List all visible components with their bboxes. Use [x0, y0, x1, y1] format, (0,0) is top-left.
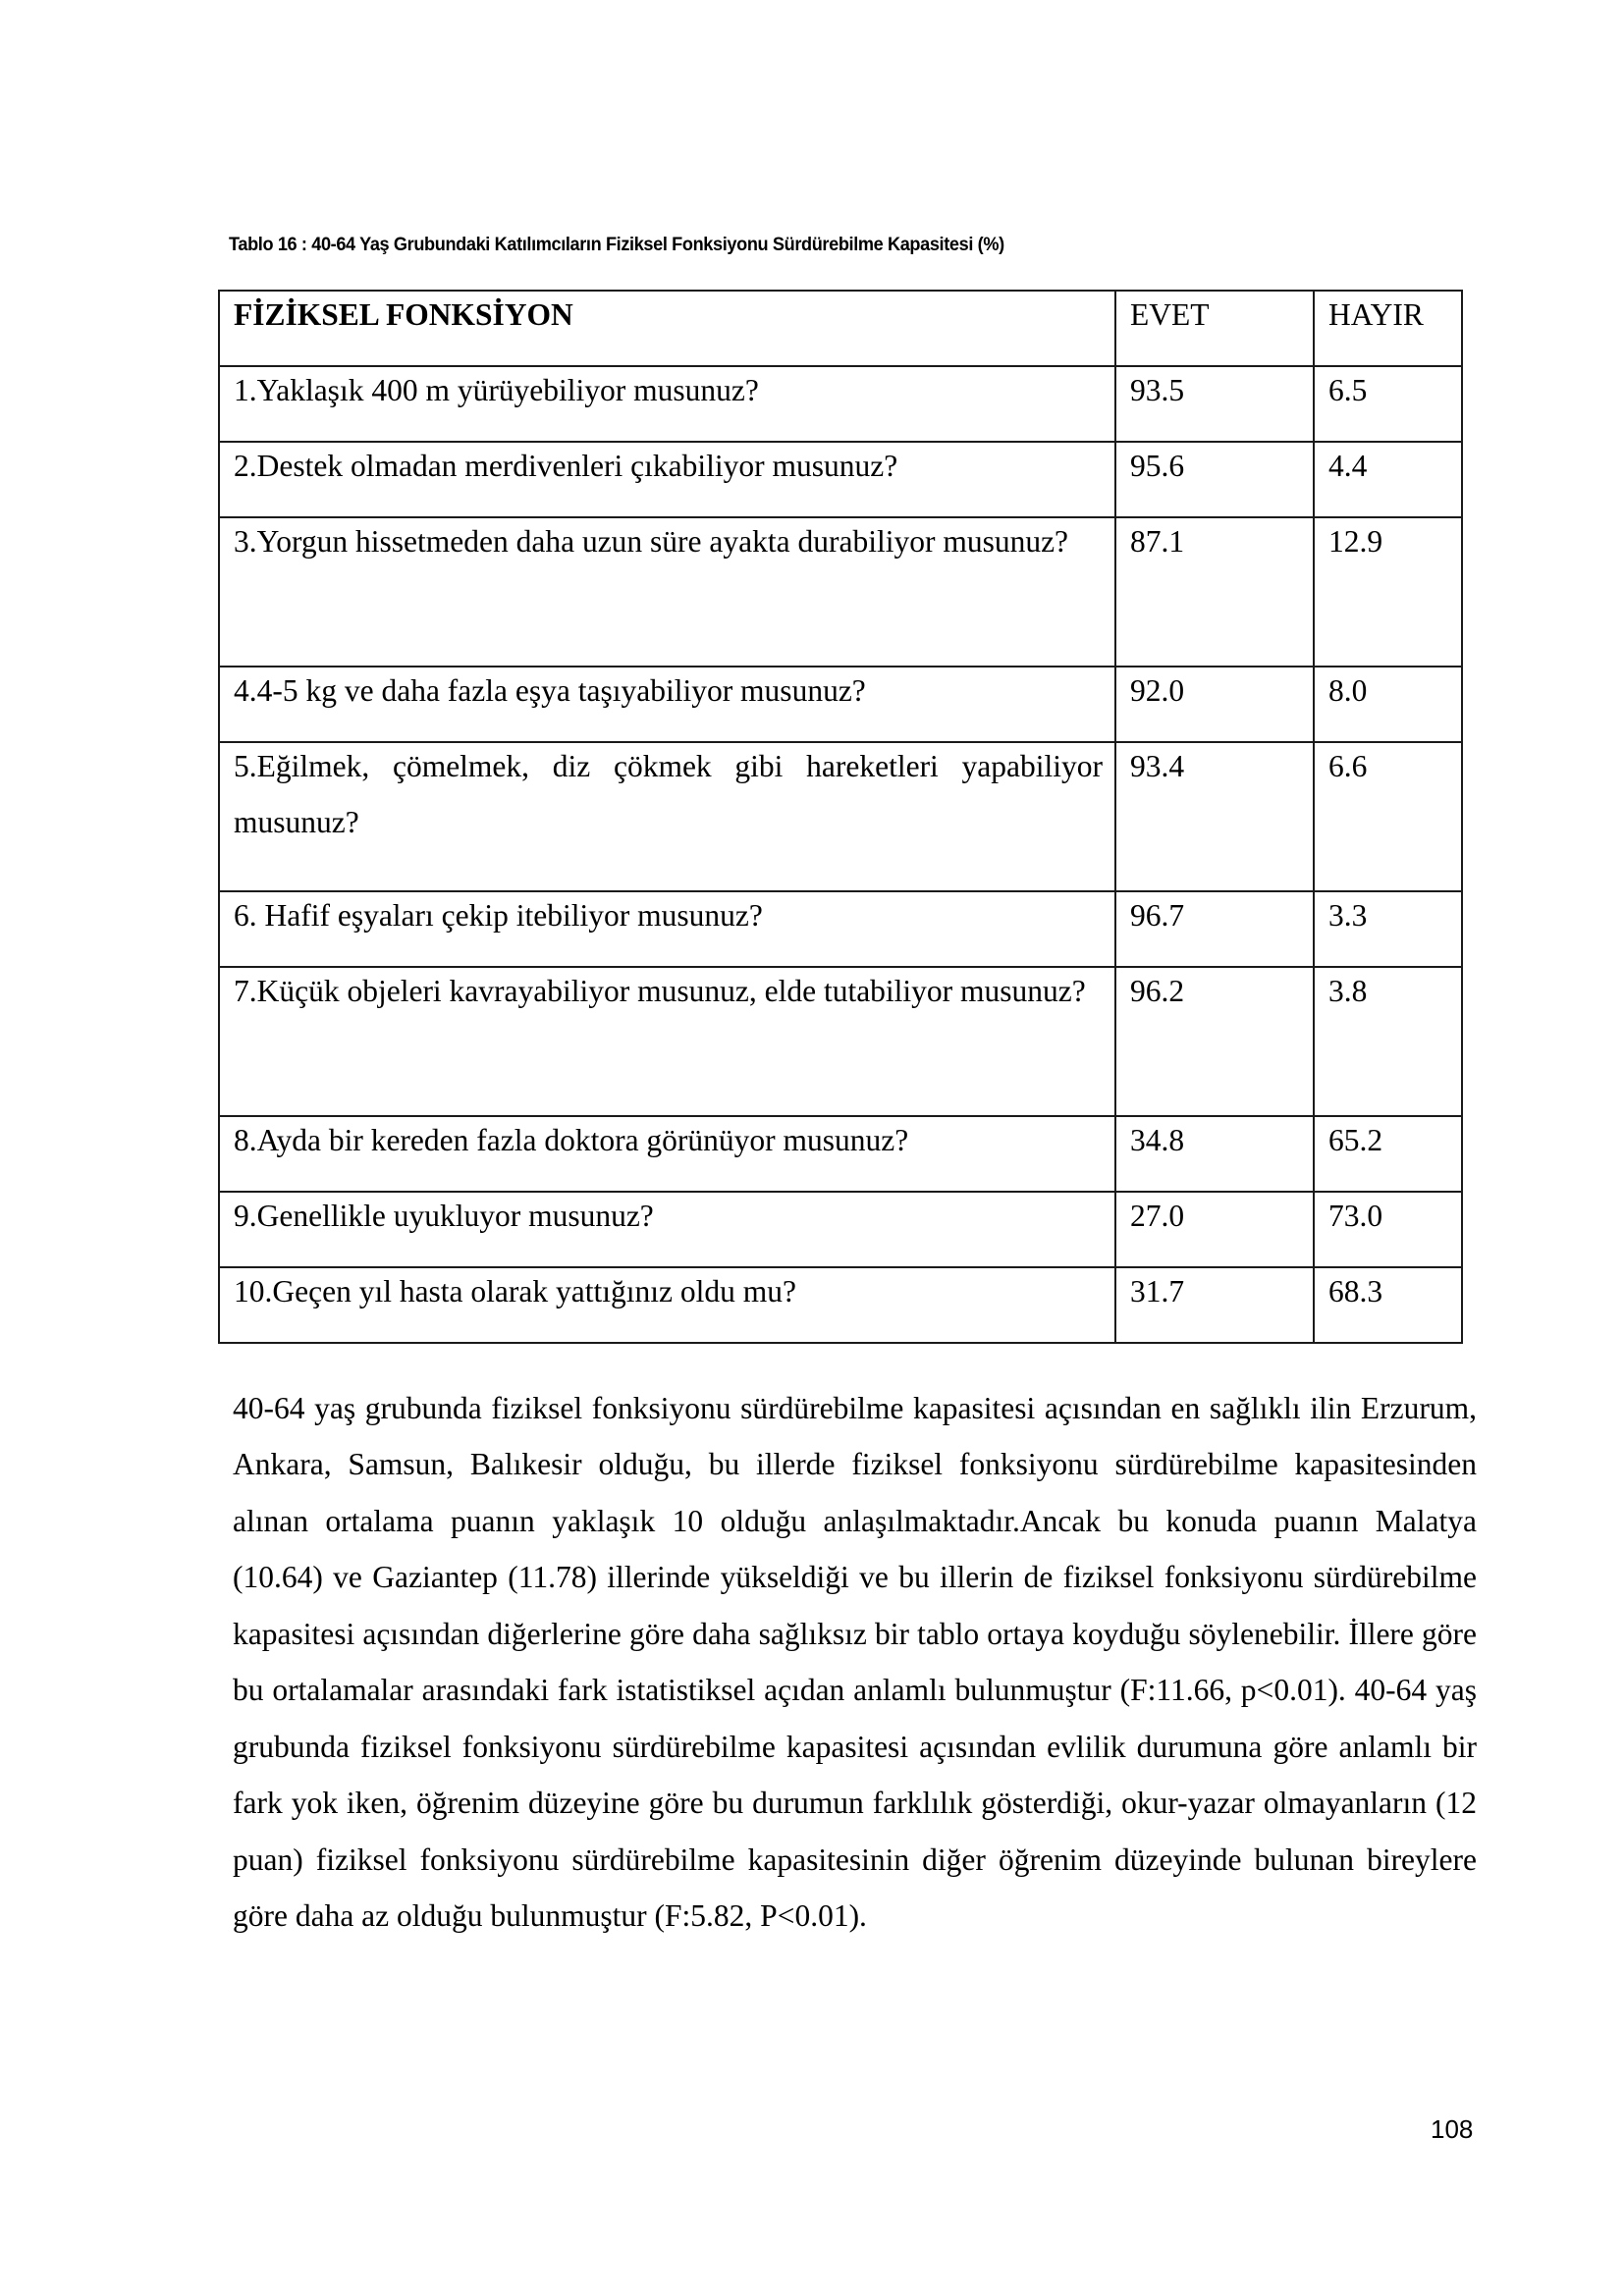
page-number: 108 — [1431, 2114, 1474, 2144]
hayir-cell — [1314, 967, 1462, 1116]
table-row — [219, 1116, 1462, 1192]
question-text: 4.4-5 kg ve daha fazla eşya taşıyabiliyor musunuz? — [234, 673, 866, 708]
evet-cell — [1115, 1192, 1314, 1267]
question-cell — [219, 517, 1115, 667]
question-text: 6. Hafif eşyaları çekip itebiliyor musunuz? — [234, 898, 763, 933]
physical-function-table — [218, 290, 1463, 1344]
question-text: 3.Yorgun hissetmeden daha uzun süre ayakta durabiliyor musunuz? — [234, 524, 1069, 559]
table-row — [219, 1192, 1462, 1267]
header-cell-evet — [1115, 291, 1314, 366]
hayir-cell — [1314, 1116, 1462, 1192]
hayir-cell — [1314, 442, 1462, 517]
hayir-cell — [1314, 667, 1462, 742]
question-text: 1.Yaklaşık 400 m yürüyebiliyor musunuz? — [234, 373, 759, 407]
table-row — [219, 517, 1462, 667]
evet-value: 93.5 — [1130, 373, 1185, 407]
evet-value: 31.7 — [1130, 1274, 1185, 1308]
evet-value: 87.1 — [1130, 524, 1185, 559]
hayir-value: 6.6 — [1328, 749, 1368, 783]
hayir-cell — [1314, 1192, 1462, 1267]
header-cell-hayir — [1314, 291, 1462, 366]
evet-cell — [1115, 967, 1314, 1116]
question-cell — [219, 967, 1115, 1116]
question-text: 7.Küçük objeleri kavrayabiliyor musunuz, elde tutabiliyor musunuz? — [234, 974, 1086, 1008]
table-row — [219, 891, 1462, 967]
hayir-value: 4.4 — [1328, 449, 1368, 483]
table-row — [219, 1267, 1462, 1343]
hayir-cell — [1314, 742, 1462, 891]
question-cell — [219, 1192, 1115, 1267]
hayir-value: 12.9 — [1328, 524, 1383, 559]
hayir-cell — [1314, 366, 1462, 442]
evet-value: 96.7 — [1130, 898, 1185, 933]
question-text: 5.Eğilmek, çömelmek, diz çökmek gibi hareketleri yapabiliyor musunuz? — [234, 749, 1103, 839]
evet-cell — [1115, 1116, 1314, 1192]
header-question-label: FİZİKSEL FONKSİYON — [234, 297, 573, 332]
question-cell — [219, 1267, 1115, 1343]
table-row — [219, 667, 1462, 742]
table-caption: Tablo 16 : 40-64 Yaş Grubundaki Katılımcıların Fiziksel Fonksiyonu Sürdürebilme Kapasitesi (%) — [229, 234, 1004, 255]
hayir-value: 65.2 — [1328, 1123, 1383, 1157]
evet-value: 96.2 — [1130, 974, 1185, 1008]
evet-value: 95.6 — [1130, 449, 1185, 483]
question-cell — [219, 366, 1115, 442]
question-cell — [219, 742, 1115, 891]
question-cell — [219, 1116, 1115, 1192]
question-text: 10.Geçen yıl hasta olarak yattığınız oldu mu? — [234, 1274, 796, 1308]
evet-cell — [1115, 366, 1314, 442]
evet-cell — [1115, 442, 1314, 517]
header-evet-label: EVET — [1130, 297, 1210, 332]
question-text: 2.Destek olmadan merdivenleri çıkabiliyor musunuz? — [234, 449, 898, 483]
evet-value: 93.4 — [1130, 749, 1185, 783]
hayir-cell — [1314, 1267, 1462, 1343]
hayir-value: 68.3 — [1328, 1274, 1383, 1308]
evet-cell — [1115, 517, 1314, 667]
table-row — [219, 366, 1462, 442]
hayir-value: 3.3 — [1328, 898, 1368, 933]
question-text: 9.Genellikle uyukluyor musunuz? — [234, 1199, 654, 1233]
table-row — [219, 967, 1462, 1116]
header-hayir-label: HAYIR — [1328, 297, 1424, 332]
body-paragraph: 40-64 yaş grubunda fiziksel fonksiyonu sürdürebilme kapasitesi açısından en sağlıklı ilin Erzurum, Ankara, Samsun, Balıkesir olduğu, bu illerde fiziksel fonksiyonu sürdürebilme kapasitesinden alınan ortalama puanın yaklaşık 10 olduğu anlaşılmaktadır.Ancak bu konuda puanın Malatya (10.64) ve Gaziantep (11.78) illerinde yükseldiği ve bu illerin de fiziksel fonksiyonu sürdürebilme kapasitesi açısından diğerlerine göre daha sağlıksız bir tablo ortaya koyduğu söylenebilir. İllere göre bu ortalamalar arasındaki fark istatistiksel açıdan anlamlı bulunmuştur (F:11.66, p<0.01). 40-64 yaş grubunda fiziksel fonksiyonu sürdürebilme kapasitesi açısından evlilik durumuna göre anlamlı bir fark yok iken, öğrenim düzeyine göre bu durumun farklılık gösterdiği, okur-yazar olmayanların (12 puan) fiziksel fonksiyonu sürdürebilme kapasitesinin diğer öğrenim düzeyinde bulunan bireylere göre daha az olduğu bulunmuştur (F:5.82, P<0.01). — [233, 1390, 1477, 1933]
table-header-row — [219, 291, 1462, 366]
question-cell — [219, 667, 1115, 742]
question-cell — [219, 891, 1115, 967]
evet-cell — [1115, 667, 1314, 742]
hayir-value: 3.8 — [1328, 974, 1368, 1008]
hayir-value: 73.0 — [1328, 1199, 1383, 1233]
evet-cell — [1115, 1267, 1314, 1343]
hayir-value: 6.5 — [1328, 373, 1368, 407]
evet-cell — [1115, 891, 1314, 967]
hayir-value: 8.0 — [1328, 673, 1368, 708]
table-row — [219, 442, 1462, 517]
evet-value: 27.0 — [1130, 1199, 1185, 1233]
question-text: 8.Ayda bir kereden fazla doktora görünüyor musunuz? — [234, 1123, 909, 1157]
hayir-cell — [1314, 517, 1462, 667]
evet-value: 34.8 — [1130, 1123, 1185, 1157]
evet-value: 92.0 — [1130, 673, 1185, 708]
table-row — [219, 742, 1462, 891]
header-cell-question — [219, 291, 1115, 366]
question-cell — [219, 442, 1115, 517]
evet-cell — [1115, 742, 1314, 891]
hayir-cell — [1314, 891, 1462, 967]
